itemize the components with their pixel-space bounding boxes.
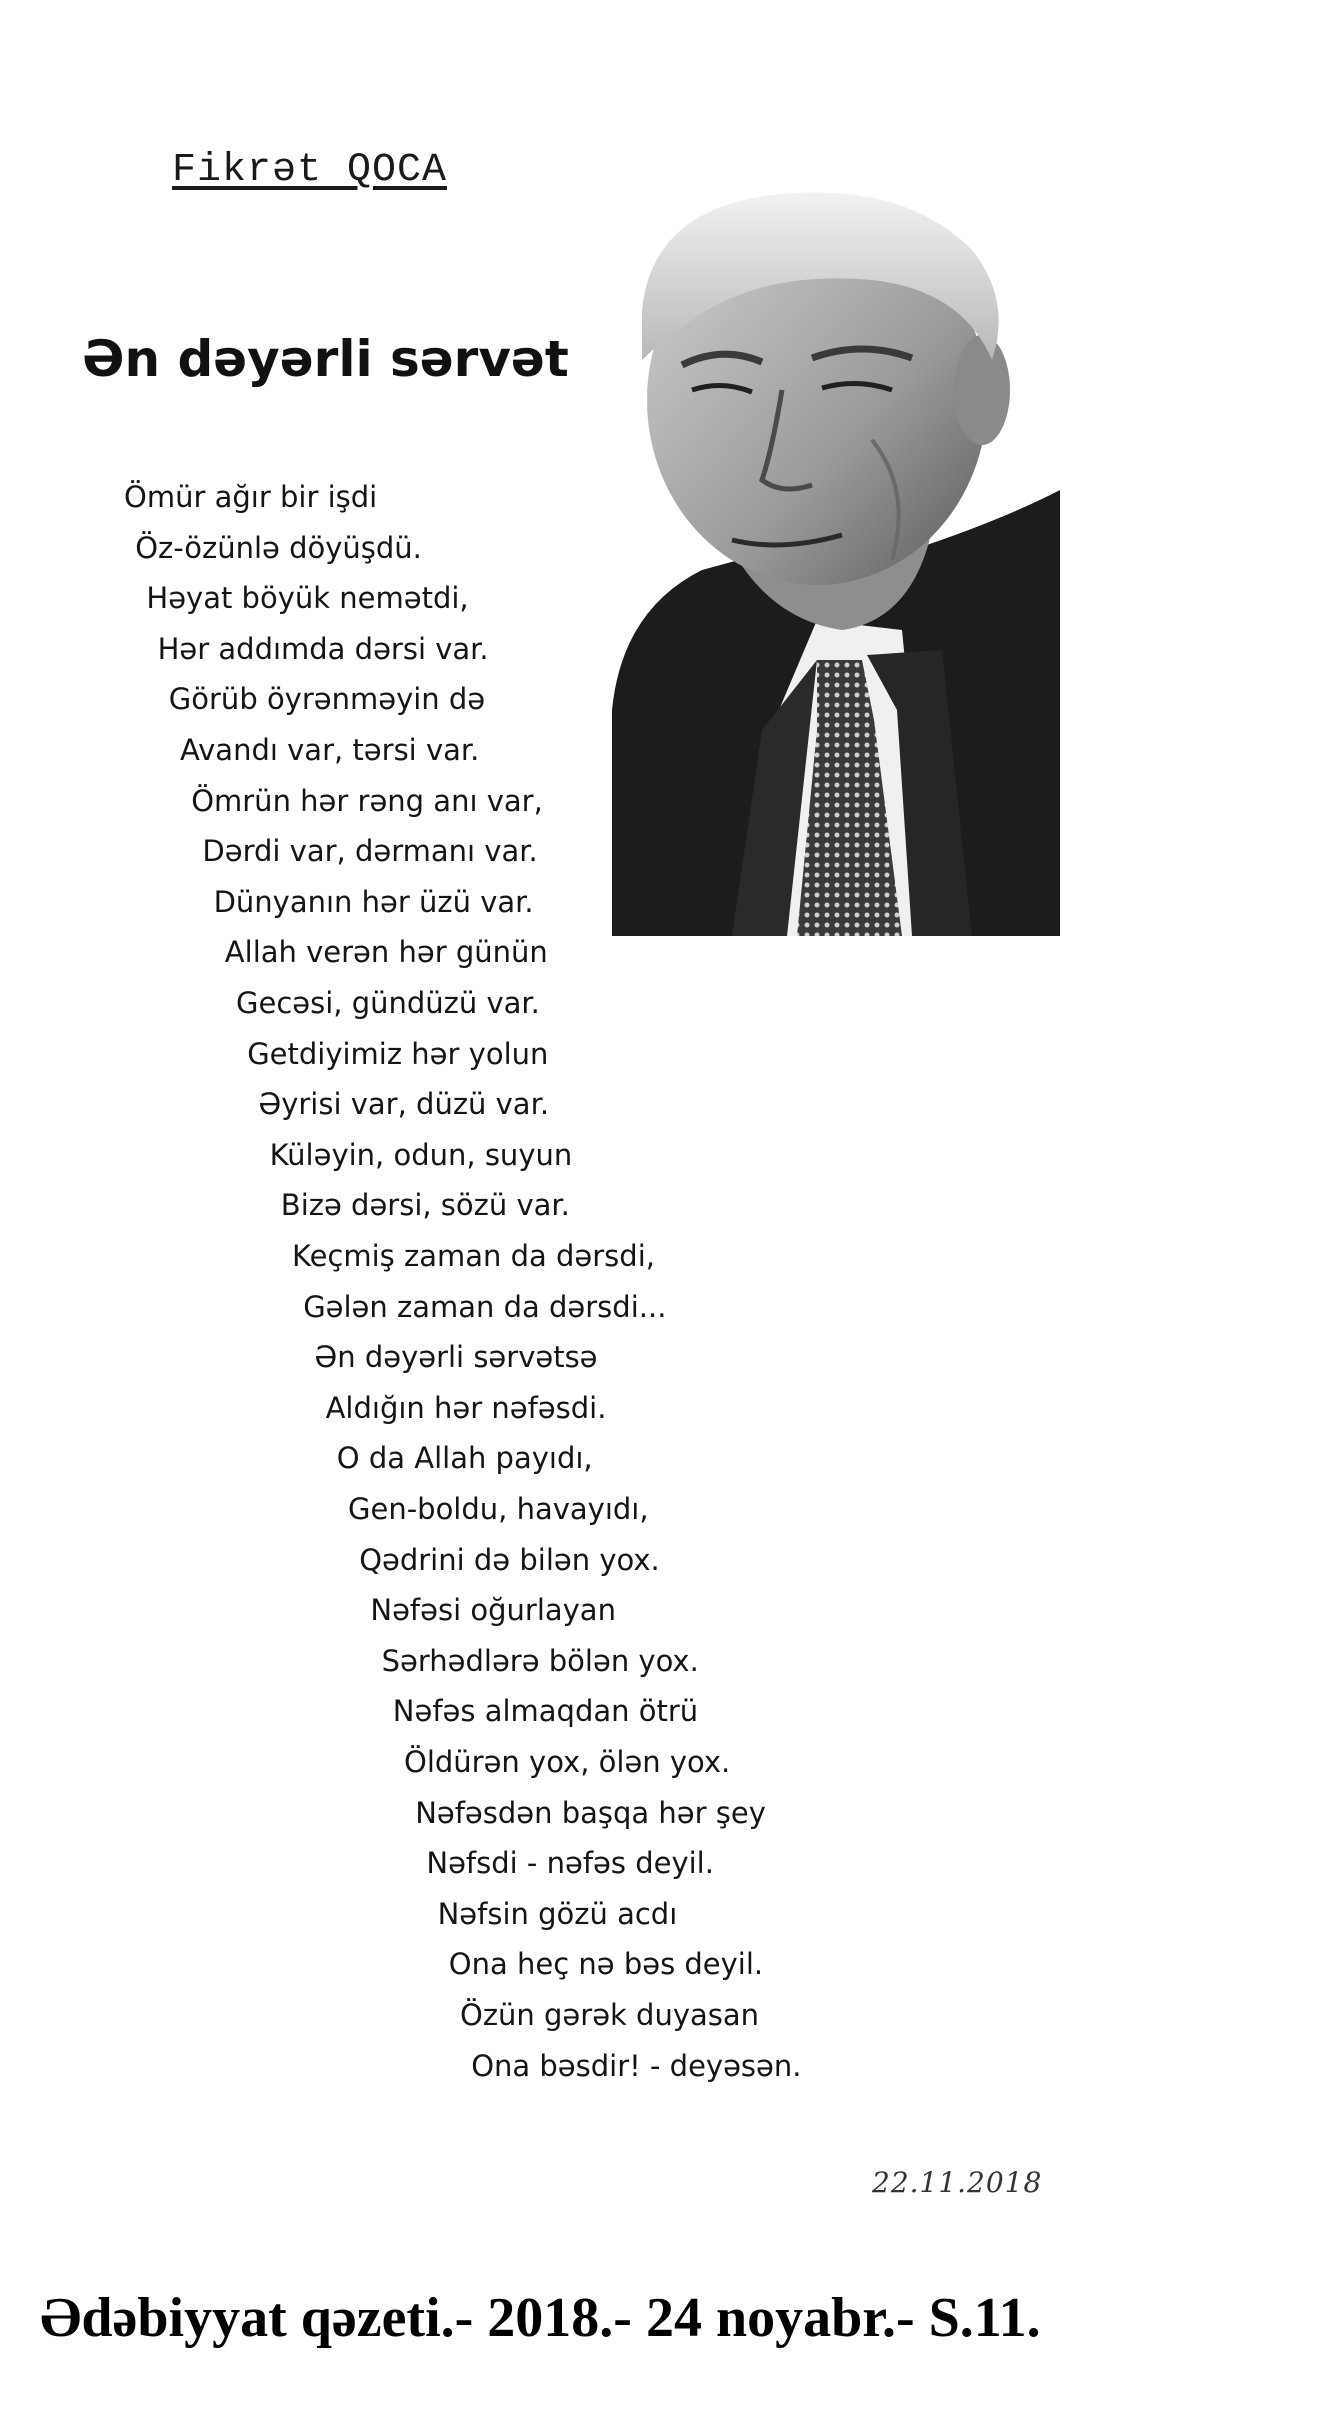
poem-line: Ömür ağır bir işdi [124, 480, 378, 514]
poem-line: Görüb öyrənməyin də [168, 682, 486, 717]
poem-line: Hər addımda dərsi var. [157, 631, 489, 666]
poem-line: Nəfəsdən başqa hər şey [415, 1795, 766, 1830]
poem-line: Ömrün hər rəng anı var, [191, 783, 543, 818]
poem-line: Bizə dərsi, sözü var. [280, 1188, 570, 1223]
poem-line: Nəfəs almaqdan ötrü [392, 1694, 699, 1729]
poem-line: Aldığın hər nəfəsdi. [325, 1390, 607, 1425]
poem-line: Gen-boldu, havayıdı, [348, 1492, 649, 1526]
poem-line: Ən dəyərli sərvətsə [314, 1340, 598, 1375]
poem-line: Nəfsdi - nəfəs deyil. [426, 1846, 714, 1881]
poem-line: Dünyanın hər üzü var. [213, 884, 534, 919]
poem-line: Keçmiş zaman da dərsdi, [292, 1239, 655, 1273]
poem-line: Avandı var, tərsi var. [180, 733, 480, 767]
poem-line: Küləyin, odun, suyun [269, 1137, 573, 1172]
poem-line: Özün gərək duyasan [460, 1998, 760, 2032]
poem-line: Əyrisi var, düzü var. [258, 1087, 550, 1122]
poem-line: Ona bəsdir! - deyəsən. [471, 2048, 802, 2083]
poem-line: Öz-özünlə döyüşdü. [135, 530, 422, 565]
poem-line: Allah verən hər günün [224, 935, 548, 970]
poem-line: Həyat böyük nemətdi, [146, 581, 469, 616]
poem-line: Gecəsi, gündüzü var. [236, 986, 540, 1020]
poem-line: Ona heç nə bəs deyil. [448, 1947, 764, 1982]
poem-line: Sərhədlərə bölən yox. [381, 1643, 699, 1678]
poem-line: Qədrini də bilən yox. [359, 1542, 660, 1577]
poem-line: Gələn zaman da dərsdi... [303, 1289, 667, 1324]
poem-title: Ən dəyərli sərvət [82, 330, 569, 388]
poem-line: Getdiyimiz hər yolun [247, 1036, 549, 1071]
poem-line: Dərdi var, dərmanı var. [202, 834, 538, 869]
poem-line: Öldürən yox, ölən yox. [404, 1745, 731, 1779]
poem-line: Nəfəsi oğurlayan [370, 1593, 616, 1628]
author-name: Fikrət QOCA [172, 148, 448, 193]
source-citation: Ədəbiyyat qəzeti.- 2018.- 24 noyabr.- S.11. [40, 2287, 1041, 2349]
poem-line: O da Allah payıdı, [336, 1441, 593, 1476]
poem-line: Nəfsin gözü acdı [437, 1896, 678, 1931]
poem-date: 22.11.2018 [872, 2166, 1043, 2199]
